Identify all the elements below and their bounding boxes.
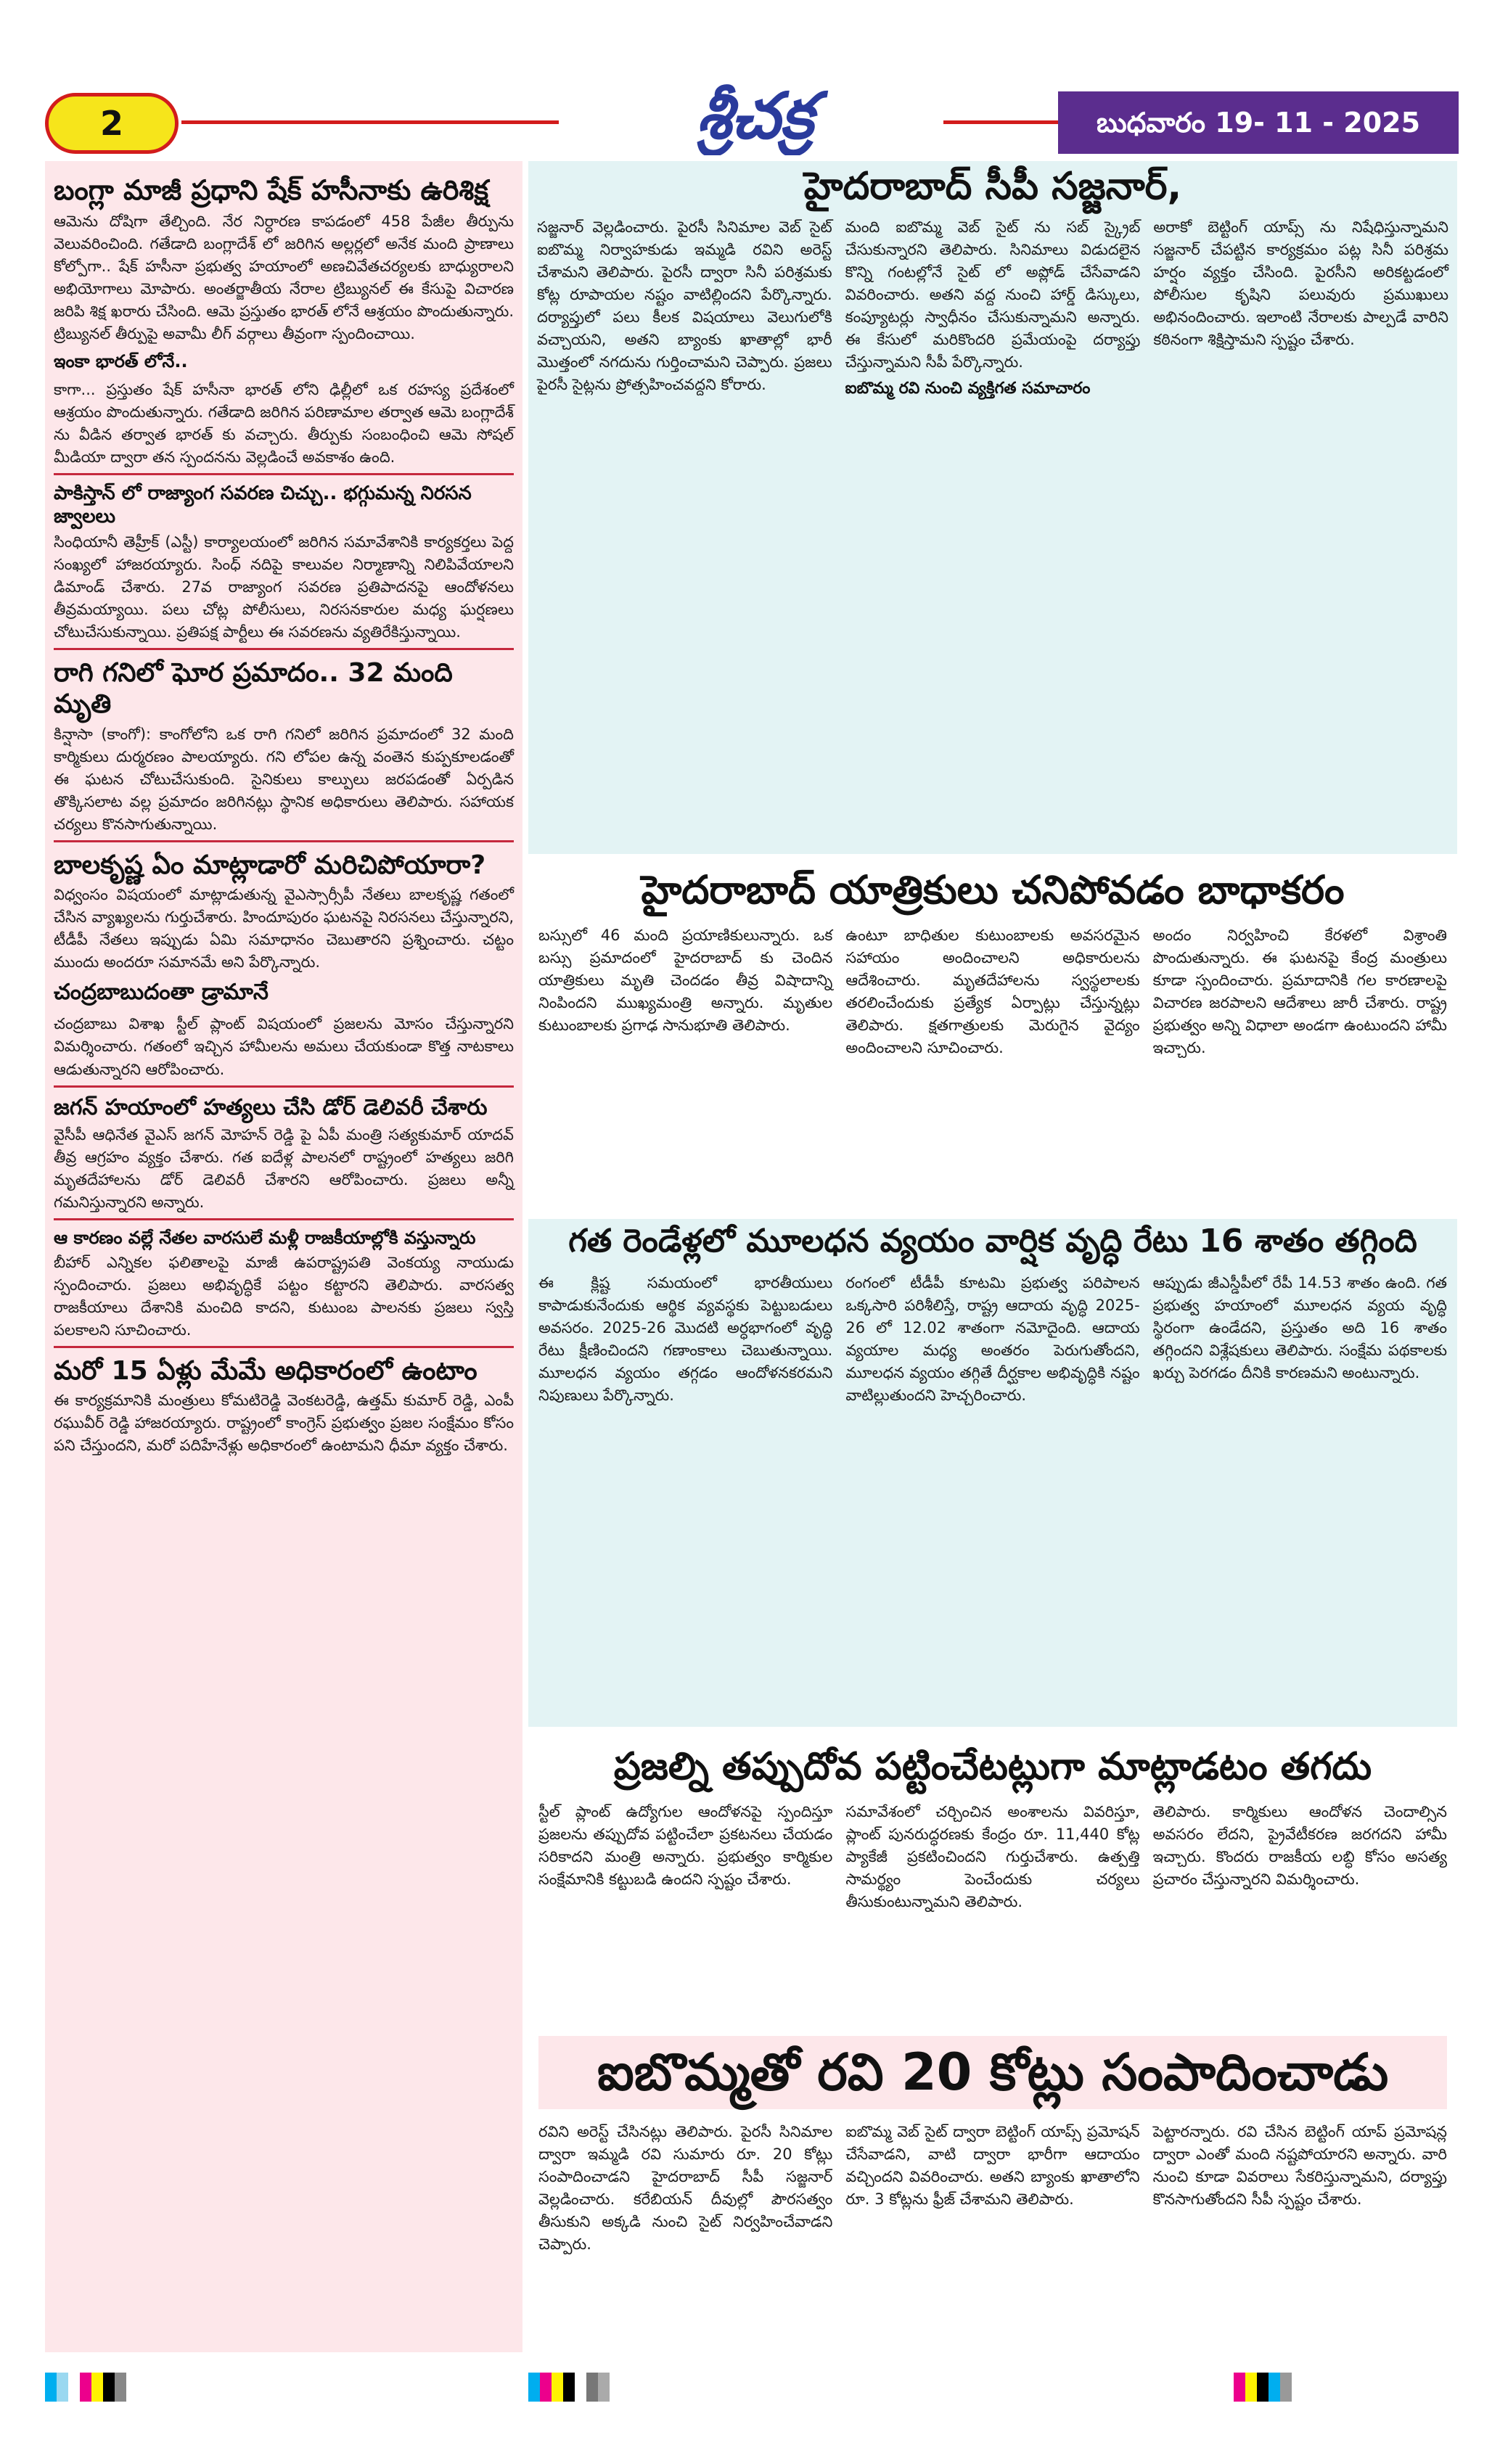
- story-mine-body: కిన్షాసా (కాంగో): కాంగోలోని ఒక రాగి గనిలో జరిగిన ప్రమాదంలో 32 మంది కార్మికులు దుర్మరణం పాలయ్యారు. గని లోపల ఉన్న వంతెన కుప్పకూలడంతో ఈ ఘటన చోటుచేసుకుంది. సైనికులు కాల్పులు జరపడంతో ఏర్పడిన తొక్కిసలాట వల్ల ప్రమాదం జరిగినట్లు స్థానిక అధికారులు తెలిపారు. సహాయక చర్యలు కొనసాగుతున్నాయి.: [54, 725, 514, 833]
- bus-story-col2: ఉంటూ బాధితుల కుటుంబాలకు అవసరమైన సహాయం అందించాలని అధికారులను ఆదేశించారు. మృతదేహాలను స్వస్థలాలకు తరలించేందుకు ప్రత్యేక ఏర్పాట్లు చేస్తున్నట్లు తెలిపారు. క్షతగాత్రులకు మెరుగైన వైద్యం అందించాలని సూచించారు.: [845, 927, 1140, 1057]
- main-story-col2: మంది ఐబొమ్మ వెబ్ సైట్ ను సబ్ స్క్రైబ్ చేసుకున్నారని తెలిపారు. సినిమాలు విడుదలైన కొన్ని గంటల్లోనే సైట్ లో అప్లోడ్ చేసేవాడని వివరించారు. అతని వద్ద నుంచి హార్డ్ డిస్కులు, కంప్యూటర్లు స్వాధీనం చేసుకున్నామని అన్నారు. ఈ కేసులో మరికొందరి ప్రమేయంపై దర్యాప్తు చేస్తున్నామని సీపీ పేర్కొన్నారు.: [845, 218, 1141, 371]
- story-hasina-body2: కాగా... ప్రస్తుతం షేక్ హసీనా భారత్ లోని ఢిల్లీలో ఒక రహస్య ప్రదేశంలో ఆశ్రయం పొందుతున్నారు. గతేడాది జరిగిన పరిణామాల తర్వాత ఆమె బంగ్లాదేశ్ ను వీడిన తర్వాత భారత్ కు వచ్చారు. తీర్పుకు సంబంధించి ఆమె సోషల్ మీడియా ద్వారా తన స్పందనను వెల్లడించే అవకాశం ఉంది.: [54, 381, 514, 467]
- growth-story-col2: రంగంలో టీడీపీ కూటమి ప్రభుత్వ పరిపాలన ఒక్కసారి పరిశీలిస్తే, రాష్ట్ర ఆదాయ వృద్ధి 2025-26 లో 12.02 శాతంగా నమోదైంది. ఆదాయ వ్యయాల మధ్య అంతరం పెరుగుతోందని, మూలధన వ్యయం తగ్గితే దీర్ఘకాల అభివృద్ధికి నష్టం వాటిల్లుతుందని హెచ్చరించారు.: [845, 1273, 1140, 1404]
- growth-story-col3: ఆప్పుడు జీఎస్డీపీలో రేపీ 14.53 శాతం ఉంది. గత ప్రభుత్వ హయాంలో మూలధన వ్యయ వృద్ధి స్థిరంగా ఉండేదని, ప్రస్తుతం అది 16 శాతం తగ్గిందని విశ్లేషకులు తెలిపారు. సంక్షేమ పథకాలకు ఖర్చు పెరగడం దీనికి కారణమని అంటున్నారు.: [1152, 1273, 1447, 1381]
- public-story-col2: సమావేశంలో చర్చించిన అంశాలను వివరిస్తూ, ప్లాంట్ పునరుద్ధరణకు కేంద్రం రూ. 11,440 కోట్ల ప్యాకేజీ ప్రకటించిందని గుర్తుచేశారు. ఉత్పత్తి సామర్థ్యం పెంచేందుకు చర్యలు తీసుకుంటున్నామని తెలిపారు.: [845, 1802, 1140, 1911]
- story-heirs-headline: ఆ కారణం వల్లే నేతల వారసులే మళ్లీ రాజకీయాల్లోకి వస్తున్నారు: [54, 1227, 476, 1248]
- story-balakrishna-headline: బాలకృష్ణ ఏం మాట్లాడారో మరిచిపోయారా?: [54, 850, 486, 880]
- masthead-logo: శ్రీచక్ర: [696, 78, 813, 153]
- story-15years-body: ఈ కార్యక్రమానికి మంత్రులు కోమటిరెడ్డి వెంకటరెడ్డి, ఉత్తమ్ కుమార్ రెడ్డి, ఎంపీ రఘువీర్ రెడ్డి హాజరయ్యారు. రాష్ట్రంలో కాంగ్రెస్ ప్రభుత్వం ప్రజల సంక్షేమం కోసం పని చేస్తుందని, మరో పదిహేనేళ్లు అధికారంలో ఉంటామని ధీమా వ్యక్తం చేశారు.: [54, 1392, 514, 1455]
- divider: [54, 1085, 514, 1088]
- bus-story-col1: బస్సులో 46 మంది ప్రయాణికులున్నారు. ఒక బస్సు ప్రమాదంలో హైదరాబాద్ కు చెందిన యాత్రికులు మృతి చెందడం తీవ్ర విషాదాన్ని నింపిందని ముఖ్యమంత్రి అన్నారు. మృతుల కుటుంబాలకు ప్రగాఢ సానుభూతి తెలిపారు.: [538, 927, 833, 1035]
- story-pakistan-body: సింధియానీ తెహ్రీక్ (ఎస్టీ) కార్యాలయంలో జరిగిన సమావేశానికి కార్యకర్తలు పెద్ద సంఖ్యలో హాజరయ్యారు. సింధ్ నదిపై కాలువల నిర్మాణాన్ని నిలిపివేయాలని డిమాండ్ చేశారు. 27వ రాజ్యాంగ సవరణ ప్రతిపాదనపై ఆందోళనలు తీవ్రమయ్యాయి. పలు చోట్ల పోలీసులు, నిరసనకారుల మధ్య ఘర్షణలు చోటుచేసుకున్నాయి. ప్రతిపక్ష పార్టీలు ఈ సవరణను వ్యతిరేకిస్తున్నాయి.: [54, 533, 514, 641]
- divider: [54, 1218, 514, 1220]
- story-heirs-body: బీహార్ ఎన్నికల ఫలితాలపై మాజీ ఉపరాష్ట్రపతి వెంకయ్య నాయుడు స్పందించారు. ప్రజలు అభివృద్ధికే పట్టం కట్టారని తెలిపారు. వారసత్వ రాజకీయాలు దేశానికి మంచిది కాదని, కుటుంబ పాలనకు ప్రజలు స్వస్తి పలకాలని సూచించారు.: [54, 1253, 514, 1339]
- divider: [54, 473, 514, 475]
- bus-story-headline: హైదరాబాద్ యాత్రికులు చనిపోవడం బాధాకరం: [641, 867, 1345, 913]
- bus-story: [528, 863, 1457, 1204]
- main-story-headline: హైదరాబాద్ సీపీ సజ్జనార్,: [803, 165, 1182, 208]
- ibomma-story-col2: ఐబొమ్మ వెబ్ సైట్ ద్వారా బెట్టింగ్ యాప్స్ ప్రమోషన్ చేసేవాడని, వాటి ద్వారా భారీగా ఆదాయం వచ్చిందని వివరించారు. అతని బ్యాంకు ఖాతాలోని రూ. 3 కోట్లను ఫ్రీజ్ చేశామని తెలిపారు.: [845, 2122, 1140, 2208]
- date-banner: బుధవారం 19- 11 - 2025: [1058, 91, 1459, 154]
- header-rule-right: [943, 120, 1060, 124]
- public-story-col3: తెలిపారు. కార్మికులు ఆందోళన చెందాల్సిన అవసరం లేదని, ప్రైవేటీకరణ జరగదని హామీ ఇచ్చారు. కొందరు రాజకీయ లబ్ధి కోసం అసత్య ప్రచారం చేస్తున్నారని విమర్శించారు.: [1152, 1802, 1447, 1889]
- divider: [54, 1346, 514, 1348]
- registration-strip-right: [1234, 2373, 1451, 2402]
- story-jagan-headline: జగన్ హయాంలో హత్యలు చేసి డోర్ డెలివరీ చేశారు: [54, 1094, 488, 1120]
- public-story-headline: ప్రజల్ని తప్పుదోవ పట్టించేటట్లుగా మాట్లాడటం తగదు: [613, 1745, 1372, 1789]
- story-balakrishna-subhead: చంద్రబాబుదంతా డ్రామానే: [54, 980, 269, 1006]
- public-story-col1: స్టీల్ ప్లాంట్ ఉద్యోగుల ఆందోళనపై స్పందిస్తూ ప్రజలను తప్పుదోవ పట్టించేలా ప్రకటనలు చేయడం సరికాదని మంత్రి అన్నారు. ప్రభుత్వం కార్మికుల సంక్షేమానికి కట్టుబడి ఉందని స్పష్టం చేశారు.: [538, 1802, 833, 1889]
- ibomma-story-col1: రవిని అరెస్ట్ చేసినట్లు తెలిపారు. పైరసీ సినిమాల ద్వారా ఇమ్మడి రవి సుమారు రూ. 20 కోట్లు సంపాదించాడని హైదరాబాద్ సీపీ సజ్జనార్ వెల్లడించారు. కరేబియన్ దీవుల్లో పౌరసత్వం తీసుకుని అక్కడి నుంచి సైట్ నిర్వహించేవాడని చెప్పారు.: [538, 2122, 833, 2253]
- main-story-subhead: ఐబొమ్మ రవి నుంచి వ్యక్తిగత సమాచారం: [845, 379, 1091, 398]
- ibomma-story: [528, 2032, 1457, 2358]
- bus-story-col3: అందం నిర్వహించి కేరళలో విశ్రాంతి పొందుతున్నారు. ఈ ఘటనపై కేంద్ర మంత్రులు కూడా స్పందించారు. ప్రమాదానికి గల కారణాలపై విచారణ జరపాలని ఆదేశాలు జారీ చేశారు. రాష్ట్ర ప్రభుత్వం అన్ని విధాలా అండగా ఉంటుందని హామీ ఇచ్చారు.: [1152, 927, 1447, 1057]
- story-15years-headline: మరో 15 ఏళ్లు మేమే అధికారంలో ఉంటాం: [54, 1356, 478, 1387]
- ibomma-story-col3: పెట్టారన్నారు. రవి చేసిన బెట్టింగ్ యాప్ ప్రమోషన్ల ద్వారా ఎంతో మంది నష్టపోయారని అన్నారు. వారి నుంచి కూడా వివరాలు సేకరిస్తున్నామని, దర్యాప్తు కొనసాగుతోందని సీపీ స్పష్టం చేశారు.: [1152, 2122, 1447, 2208]
- header-rule-left: [181, 120, 559, 124]
- public-story: [528, 1741, 1457, 2017]
- main-story-col1: సజ్జనార్ వెల్లడించారు. పైరసీ సినిమాల వెబ్ సైట్ ఐబొమ్మ నిర్వాహకుడు ఇమ్మడి రవిని అరెస్ట్ చేశామని తెలిపారు. పైరసీ ద్వారా సినీ పరిశ్రమకు కోట్ల రూపాయల నష్టం వాటిల్లిందని పేర్కొన్నారు. దర్యాప్తులో పలు కీలక విషయాలు వెలుగులోకి వచ్చాయని, అతని బ్యాంకు ఖాతాల్లో భారీ మొత్తంలో నగదును గుర్తించామని చెప్పారు. ప్రజలు పైరసీ సైట్లను ప్రోత్సహించవద్దని కోరారు.: [537, 218, 832, 394]
- left-column: [45, 161, 522, 2352]
- divider: [54, 840, 514, 842]
- registration-strip-center: [528, 2373, 819, 2402]
- divider: [54, 648, 514, 650]
- main-story-col3: అరాకో బెట్టింగ్ యాప్స్ ను నిషేధిస్తున్నామని సజ్జనార్ చేపట్టిన కార్యక్రమం పట్ల సినీ పరిశ్రమ హర్షం వ్యక్తం చేసింది. పైరసీని అరికట్టడంలో పోలీసుల కృషిని పలువురు ప్రముఖులు అభినందించారు. ఇలాంటి నేరాలకు పాల్పడే వారిని కఠినంగా శిక్షిస్తామని స్పష్టం చేశారు.: [1153, 218, 1449, 349]
- story-pakistan-headline: పాకిస్తాన్ లో రాజ్యాంగ సవరణ చిచ్చు.. భగ్గుమన్న నిరసన జ్వాలలు: [54, 482, 472, 527]
- registration-strip-left: [45, 2373, 234, 2402]
- story-hasina-body: ఆమెను దోషిగా తేల్చింది. నేర నిర్ధారణ కాపడంలో 458 పేజీల తీర్పును వెలువరించింది. గతేడాది బంగ్లాదేశ్ లో జరిగిన అల్లర్లలో అనేక మంది ప్రాణాలు కోల్పోగా.. షేక్ హసీనా ప్రభుత్వ హయాంలో అణచివేతచర్యలకు బాధ్యురాలని అభియోగాలు మోపారు. అంతర్జాతీయ నేరాల ట్రిబ్యునల్ ఈ కేసుపై విచారణ జరిపి శిక్ష ఖరారు చేసింది. ఆమె ప్రస్తుతం భారత్ లోనే ఆశ్రయం పొందుతున్నారు. ట్రిబ్యునల్ తీర్పుపై అవామీ లీగ్ వర్గాలు తీవ్రంగా స్పందించాయి.: [54, 212, 514, 342]
- growth-story: [528, 1219, 1457, 1727]
- growth-story-col1: ఈ క్లిష్ట సమయంలో భారతీయులు కాపాడుకునేందుకు ఆర్థిక వ్యవస్థకు పెట్టుబడులు అవసరం. 2025-26 మొదటి అర్ధభాగంలో వృద్ధి రేటు క్షీణించిందని గణాంకాలు చెబుతున్నాయి. మూలధన వ్యయం తగ్గడం ఆందోళనకరమని నిపుణులు పేర్కొన్నారు.: [538, 1273, 833, 1404]
- story-balakrishna-body2: చంద్రబాబు విశాఖ స్టీల్ ప్లాంట్ విషయంలో ప్రజలను మోసం చేస్తున్నారని విమర్శించారు. గతంలో ఇచ్చిన హామీలను అమలు చేయకుండా కొత్త నాటకాలు ఆడుతున్నారని ఆరోపించారు.: [54, 1015, 514, 1078]
- growth-story-headline: గత రెండేళ్లలో మూలధన వ్యయం వార్షిక వృద్ధి రేటు 16 శాతం తగ్గింది: [568, 1223, 1417, 1260]
- page-number-badge: 2: [45, 93, 179, 154]
- story-balakrishna-body: విధ్వంసం విషయంలో మాట్లాడుతున్న వైఎస్సార్సీపీ నేతలు బాలకృష్ణ గతంలో చేసిన వ్యాఖ్యలను గుర్తుచేశారు. హిందూపురం ఘటనపై నిరసనలు చేస్తున్నారని, టీడీపీ నేతలు ఇప్పుడు ఏమి సమాధానం చెబుతారని ప్రశ్నించారు. చట్టం ముందు అందరూ సమానమే అని పేర్కొన్నారు.: [54, 886, 514, 972]
- story-jagan-body: వైసీపీ ఆధినేత వైఎస్ జగన్ మోహన్ రెడ్డి పై ఏపీ మంత్రి సత్యకుమార్ యాదవ్ తీవ్ర ఆగ్రహం వ్యక్తం చేశారు. గత ఐదేళ్ల పాలనలో రాష్ట్రంలో హత్యలు జరిగి మృతదేహాలను డోర్ డెలివరీ చేశారని ఆరోపించారు. ప్రజలు అన్నీ గమనిస్తున్నారని అన్నారు.: [54, 1125, 514, 1211]
- story-hasina-subhead: ఇంకా భారత్ లోనే..: [54, 351, 188, 372]
- story-mine-headline: రాగి గనిలో ఘోర ప్రమాదం.. 32 మంది మృతి: [54, 658, 453, 720]
- ibomma-story-headline: ఐబొమ్మతో రవి 20 కోట్లు సంపాదించాడు: [538, 2036, 1447, 2109]
- story-hasina-headline: బంగ్లా మాజీ ప్రధాని షేక్ హసీనాకు ఉరిశిక్ష: [54, 174, 489, 206]
- main-story-box: [528, 161, 1457, 854]
